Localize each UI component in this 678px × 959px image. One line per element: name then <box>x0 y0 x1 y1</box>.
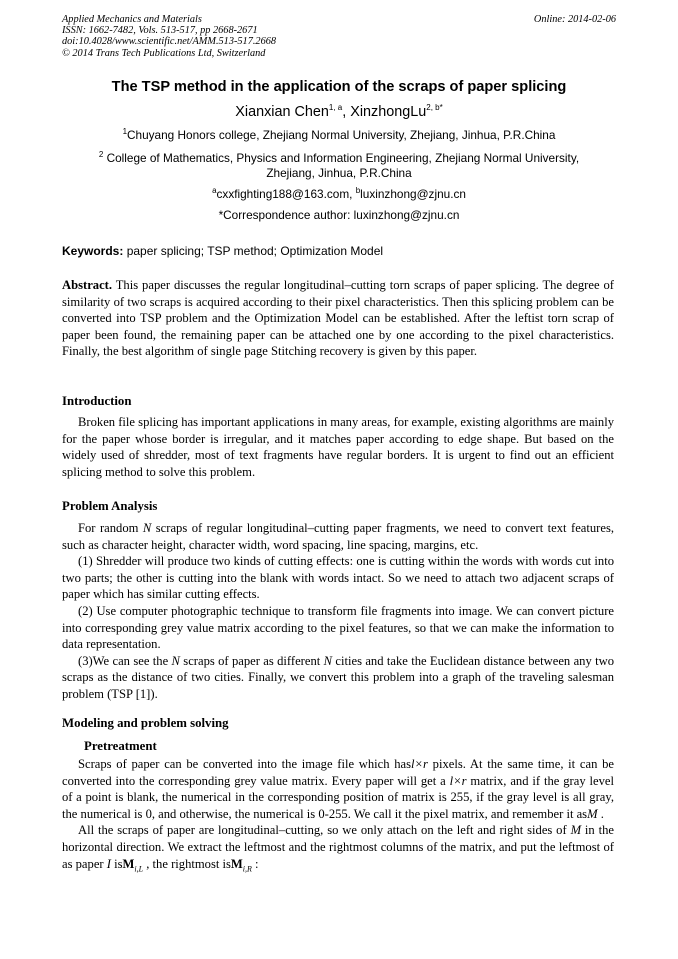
author-1: Xianxian Chen <box>235 104 329 120</box>
email-b-sup: b <box>355 186 361 196</box>
problem-analysis-p2: (1) Shredder will produce two kinds of cutting effects: one is cutting within the words with words cut into two parts; the other is cutting into the blank with words intact. So we need to attach two adjacent scraps of paper which has similar cutting effects. <box>62 554 614 602</box>
author-line <box>20 104 658 120</box>
author-2-sup: 2, b* <box>426 103 443 113</box>
online-date: Online: 2014-02-06 <box>533 14 616 25</box>
email-a: cxxfighting188@163.com, <box>216 187 356 201</box>
problem-analysis-p3: (2) Use computer photographic technique to transform file fragments into image. We can convert picture into corresponding grey value matrix according to the pixel features, so that we can make the information to data representation. <box>62 603 614 652</box>
keywords-label: Keywords: <box>62 244 124 258</box>
email-b: luxinzhong@zjnu.cn <box>360 187 466 201</box>
modeling-p2 <box>62 822 614 877</box>
text-span: is <box>110 856 123 871</box>
pretreatment-subheading: Pretreatment <box>84 739 157 753</box>
math-n: N <box>171 653 180 668</box>
math-bold-m: M <box>230 856 243 871</box>
email-a-sup: a <box>212 186 217 196</box>
correspondence-line: *Correspondence author: luxinzhong@zjnu.cn <box>218 208 460 222</box>
problem-analysis-p4 <box>62 653 614 703</box>
journal-name: Applied Mechanics and Materials <box>62 14 202 25</box>
text-span: in the horizontal direction. We extract the leftmost and the rightmost columns of the matrix, and put the leftmost of as paper <box>62 823 614 871</box>
math-m: M <box>570 823 582 838</box>
math-bold-m: M <box>122 856 135 871</box>
copyright-line: © 2014 Trans Tech Publications Ltd, Switzerland <box>62 47 266 59</box>
text-span: : <box>251 856 259 871</box>
math-subscript: i,R <box>242 864 252 874</box>
math-lxr: l×r <box>449 773 467 788</box>
author-1-sup: 1, a <box>328 103 343 113</box>
text-span: All the scraps of paper are longitudinal–cutting, so we only attach on the left and right sides of <box>78 823 571 838</box>
text-span: scraps of regular longitudinal–cutting paper fragments, we need to convert text features, such as character height, character width, word spacing, line spacing, margins, etc. <box>62 521 615 552</box>
introduction-heading: Introduction <box>62 394 132 408</box>
problem-analysis-p1 <box>62 520 614 553</box>
journal-header <box>62 14 616 59</box>
affiliation-2-sup: 2 <box>98 150 104 160</box>
introduction-text: Broken file splicing has important applications in many areas, for example, existing algorithms are mainly for the paper whose border is irregular, and it matches paper according to edge shape. But based on the widely used of shredder, most of text fragments have regular borders. It is urgent to find out an efficient splicing method to solve this problem. <box>62 415 614 479</box>
math-i: I <box>106 856 111 871</box>
modeling-heading: Modeling and problem solving <box>62 716 229 730</box>
keywords <box>62 244 622 258</box>
affiliation-1-sup: 1 <box>122 127 128 137</box>
introduction-body <box>62 414 614 480</box>
modeling-p1 <box>62 756 614 822</box>
affiliation-1-text: Chuyang Honors college, Zhejiang Normal University, Zhejiang, Jinhua, P.R.China <box>127 128 556 142</box>
doi-line: doi:10.4028/www.scientific.net/AMM.513-517.2668 <box>62 36 277 48</box>
affiliation-2 <box>40 151 638 181</box>
math-n: N <box>142 521 152 535</box>
text-span: scraps of paper as different <box>179 653 324 668</box>
text-span: . <box>597 806 604 821</box>
math-lxr: l×r <box>411 757 428 771</box>
affiliation-2-line1: College of Mathematics, Physics and Information Engineering, Zhejiang Normal University, <box>106 151 580 165</box>
problem-analysis-body <box>62 520 614 703</box>
problem-analysis-heading: Problem Analysis <box>62 499 158 513</box>
math-subscript: i,L <box>134 864 144 874</box>
text-span: (3)We can see the <box>78 653 172 668</box>
author-2: XinzhongLu <box>350 104 427 120</box>
math-n: N <box>323 653 333 668</box>
email-line <box>40 187 638 202</box>
text-span: cities and take the Euclidean distance between any two scraps as the distance of two cities. Finally, we convert this problem into a graph of the traveling salesman problem (TSP [1]). <box>62 653 614 701</box>
affiliation-1 <box>40 128 638 143</box>
abstract-label: Abstract. <box>62 278 113 292</box>
keywords-text: paper splicing; TSP method; Optimization Model <box>123 244 384 258</box>
math-m: M <box>587 806 598 821</box>
abstract-text: This paper discusses the regular longitudinal–cutting torn scraps of paper splicing. The degree of similarity of two scraps is acquired according to their pixel characteristics. Then this splicing problem can be converted into TSP problem and the Optimization Model can be established. After the leftist torn scrap of paper been found, the remaining paper can be attached one by one according to the pixel characteristics. Finally, the best algorithm of single page Stitching recovery is given by this paper. <box>62 278 614 359</box>
text-span: matrix, and if the gray level of a point is blank, the numerical in the corresponding position of matrix is 255, if the gray level is all gray, the numerical is 0, and otherwise, the numerical is 0-255. We call it the pixel matrix, and remember it as <box>62 773 615 821</box>
affiliation-2-line2: Zhejiang, Jinhua, P.R.China <box>266 166 412 180</box>
text-span: For random <box>78 521 143 535</box>
abstract <box>62 277 614 360</box>
author-separator: , <box>342 104 351 120</box>
text-span: , the rightmost is <box>143 856 231 871</box>
text-span: pixels. At the same time, it can be converted into the corresponding grey value matrix. Every paper will get a <box>62 757 614 788</box>
text-span: Scraps of paper can be converted into the image file which has <box>78 757 412 771</box>
paper-title: The TSP method in the application of the scraps of paper splicing <box>111 79 567 95</box>
modeling-body <box>62 756 614 878</box>
issn-line: ISSN: 1662-7482, Vols. 513-517, pp 2668-2671 <box>62 25 258 37</box>
